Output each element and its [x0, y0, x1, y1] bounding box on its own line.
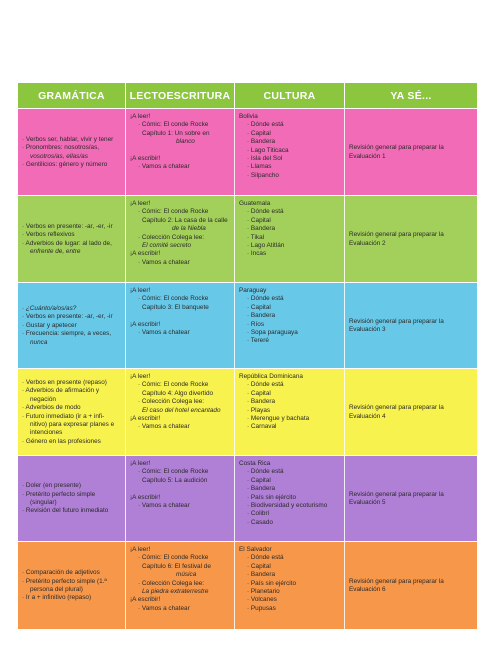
culture-item: · Bandera: [247, 138, 276, 146]
reading-item: Capítulo 2: La casa de la calle: [142, 216, 228, 224]
grammar-item: vosotros/as, ellas/as: [30, 152, 88, 160]
grammar-item: · Pretérito perfecto simple (1.ª: [22, 577, 107, 585]
culture-item: · Lago Titicaca: [247, 146, 289, 154]
reading-cell: [126, 196, 235, 282]
reading-item: ¡A escribir!: [130, 596, 161, 604]
grammar-item: (singular): [30, 499, 57, 506]
culture-item: · Capital: [247, 129, 271, 137]
grammar-item: · Adverbios de lugar: al lado de,: [22, 239, 112, 247]
culture-item: · Capital: [247, 389, 271, 397]
review-cell: [345, 456, 477, 541]
culture-item: · Pupusas: [247, 604, 276, 612]
culture-item: · Volcanes: [247, 596, 277, 604]
grammar-cell: [18, 196, 126, 282]
culture-item: · Casado: [247, 518, 273, 526]
grammar-item: · Revisión del futuro inmediato: [22, 507, 109, 515]
syllabus-table: [18, 83, 477, 629]
grammar-item: · Frecuencia: siempre, a veces,: [22, 330, 112, 338]
grammar-item: nitivo) para expresar planes e: [30, 420, 115, 428]
culture-cell: [235, 369, 345, 455]
reading-item: Capítulo 4: Algo divertido: [142, 389, 214, 397]
culture-item: · Planetario: [247, 588, 280, 596]
grammar-item: enfrente de, entre: [30, 247, 81, 255]
grammar-item: · Adverbios de afirmación y: [22, 387, 100, 395]
culture-cell: [235, 542, 345, 629]
table-row: [18, 368, 477, 455]
reading-item: ¡A leer!: [130, 546, 151, 553]
reading-item: Capítulo 1: Un sobre en: [142, 129, 210, 137]
culture-item: · Tereré: [247, 337, 269, 345]
reading-item: ¡A escribir!: [130, 250, 161, 258]
reading-item: de la Niebla: [172, 225, 206, 233]
grammar-item: persona del plural): [30, 586, 83, 593]
grammar-item: · Ir a + infinitivo (repaso): [22, 594, 92, 602]
header-review: YA SÉ...: [390, 89, 432, 102]
grammar-item: · Pronombres: nosotros/as,: [22, 144, 100, 152]
reading-item: · Vamos a chatear: [138, 604, 190, 612]
culture-item: · Carnaval: [247, 423, 277, 431]
culture-country: Costa Rica: [239, 460, 271, 467]
reading-item: · Colección Colega lee:: [138, 233, 205, 241]
reading-item: · Colección Colega lee:: [138, 398, 205, 406]
culture-item: · Tikal: [247, 233, 265, 241]
reading-item: ¡A leer!: [130, 113, 151, 120]
culture-item: · Silpancho: [247, 171, 279, 179]
grammar-cell: [18, 542, 126, 629]
grammar-item: · Adverbios de modo: [22, 404, 81, 412]
culture-item: · Bandera: [247, 571, 276, 579]
culture-item: · Capital: [247, 216, 271, 224]
culture-item: · Dónde está: [247, 208, 284, 216]
grammar-item: · Comparación de adjetivos: [22, 569, 100, 577]
culture-item: · País sin ejército: [247, 579, 297, 587]
culture-item: · Dónde está: [247, 121, 284, 129]
table-row: [18, 541, 477, 629]
culture-item: · Merengue y bachata: [247, 415, 310, 423]
culture-cell: [235, 456, 345, 541]
grammar-cell: [18, 283, 126, 368]
culture-country: Paraguay: [239, 287, 267, 294]
table-row: [18, 108, 477, 195]
reading-item: · Cómic: El conde Rocke: [138, 121, 209, 129]
culture-cell: [235, 109, 345, 195]
culture-country: Bolivia: [239, 113, 258, 120]
reading-item: · Cómic: El conde Rocke: [138, 468, 209, 476]
culture-item: · Isla del Sol: [247, 155, 283, 163]
header-grammar: GRAMÁTICA: [18, 83, 126, 108]
grammar-item: · Verbos en presente: -ar, -er, -ir: [22, 313, 113, 321]
grammar-cell: [18, 456, 126, 541]
grammar-item: · ¿Cuánto/a/os/as?: [22, 304, 77, 312]
grammar-item: negación: [30, 395, 56, 403]
reading-item: ¡A escribir!: [130, 320, 161, 328]
reading-item: ¡A leer!: [130, 373, 151, 380]
grammar-item: · Futuro inmediato (ir a + infi-: [22, 412, 105, 420]
culture-item: · País sin ejército: [247, 493, 297, 501]
culture-item: · Llamas: [247, 163, 272, 171]
reading-item: · Cómic: El conde Rocke: [138, 381, 209, 389]
grammar-item: · Gustar y apetecer: [22, 321, 77, 329]
grammar-cell: [18, 369, 126, 455]
review-cell: [345, 109, 477, 195]
reading-item: · Vamos a chatear: [138, 502, 190, 510]
header-reading-writing: LECTOESCRITURA: [126, 83, 235, 108]
reading-item: · Vamos a chatear: [138, 258, 190, 266]
reading-cell: [126, 109, 235, 195]
culture-item: · Ríos: [247, 320, 265, 328]
culture-item: · Dónde está: [247, 554, 284, 562]
reading-item: ¡A leer!: [130, 200, 151, 207]
culture-item: · Bandera: [247, 225, 276, 233]
reading-item: La piedra extraterrestre: [142, 588, 209, 596]
review-text: Revisión general para preparar la Evaluación 4: [349, 404, 444, 420]
review-text: Revisión general para preparar la Evaluación 6: [349, 577, 444, 593]
grammar-item: · Género en las profesiones: [22, 437, 101, 445]
reading-item: música: [176, 571, 197, 579]
grammar-item: intenciones: [30, 429, 63, 437]
review-cell: [345, 542, 477, 629]
grammar-item: · Verbos ser, hablar, vivir y tener: [22, 135, 114, 143]
reading-item: · Vamos a chatear: [138, 423, 190, 431]
reading-item: · Colección Colega lee:: [138, 579, 205, 587]
culture-country: Guatemala: [239, 200, 271, 207]
reading-item: · Cómic: El conde Rocke: [138, 295, 209, 303]
culture-item: · Playas: [247, 406, 271, 414]
reading-item: ¡A leer!: [130, 460, 151, 467]
review-text: Revisión general para preparar la Evaluación 3: [349, 317, 444, 333]
culture-item: · Lago Atitlán: [247, 242, 285, 250]
culture-item: · Bandera: [247, 312, 276, 320]
review-cell: [345, 196, 477, 282]
reading-item: ¡A escribir!: [130, 493, 161, 501]
culture-item: · Dónde está: [247, 381, 284, 389]
review-text: Revisión general para preparar la Evaluación 1: [349, 144, 444, 160]
culture-cell: [235, 283, 345, 368]
reading-item: [130, 312, 231, 320]
culture-item: · Sopa paraguaya: [247, 329, 298, 337]
table-row: [18, 455, 477, 541]
culture-item: · Incas: [247, 250, 267, 258]
grammar-item: · Verbos en presente (repaso): [22, 378, 107, 386]
table-row: [18, 195, 477, 282]
reading-item: ¡A escribir!: [130, 155, 161, 163]
culture-country: El Salvador: [239, 546, 272, 553]
reading-item: [130, 147, 231, 155]
review-text: Revisión general para preparar la Evaluación 5: [349, 490, 444, 506]
reading-item: · Vamos a chatear: [138, 163, 190, 171]
review-cell: [345, 283, 477, 368]
review-text: Revisión general para preparar la Evaluación 2: [349, 231, 444, 247]
reading-item: ¡A escribir!: [130, 415, 161, 423]
reading-item: [130, 485, 231, 493]
culture-item: · Dónde está: [247, 295, 284, 303]
reading-item: El caso del hotel encantado: [142, 406, 221, 414]
culture-item: · Bandera: [247, 485, 276, 493]
grammar-item: · Gentilicios: género y número: [22, 160, 108, 168]
reading-cell: [126, 283, 235, 368]
reading-cell: [126, 456, 235, 541]
reading-item: Capítulo 3: El banquete: [142, 303, 209, 311]
grammar-item: nunca: [30, 338, 48, 346]
culture-item: · Capital: [247, 476, 271, 484]
header-culture: CULTURA: [235, 83, 345, 108]
review-cell: [345, 369, 477, 455]
culture-item: · Bandera: [247, 398, 276, 406]
culture-cell: [235, 196, 345, 282]
grammar-item: · Verbos reflexivos: [22, 231, 75, 239]
reading-item: ¡A leer!: [130, 287, 151, 294]
grammar-item: · Doler (en presente): [22, 482, 81, 490]
culture-item: · Dónde está: [247, 468, 284, 476]
table-header: [18, 83, 477, 108]
culture-item: · Colibrí: [247, 510, 270, 518]
reading-item: · Cómic: El conde Rocke: [138, 554, 209, 562]
reading-item: Capítulo 5: La audición: [142, 476, 208, 484]
table-row: [18, 282, 477, 368]
reading-item: blanco: [176, 138, 195, 146]
reading-item: El comité secreto: [142, 242, 192, 250]
grammar-item: · Verbos en presente: -ar, -er, -ir: [22, 222, 113, 230]
reading-cell: [126, 542, 235, 629]
reading-item: Capítulo 6: El festival de: [142, 562, 211, 570]
culture-item: · Capital: [247, 562, 271, 570]
reading-item: · Vamos a chatear: [138, 329, 190, 337]
culture-item: · Biodiversidad y ecoturismo: [247, 502, 328, 510]
grammar-item: · Pretérito perfecto simple: [22, 490, 96, 498]
grammar-cell: [18, 109, 126, 195]
culture-item: · Capital: [247, 303, 271, 311]
reading-cell: [126, 369, 235, 455]
reading-item: · Cómic: El conde Rocke: [138, 208, 209, 216]
culture-country: República Dominicana: [239, 373, 303, 380]
